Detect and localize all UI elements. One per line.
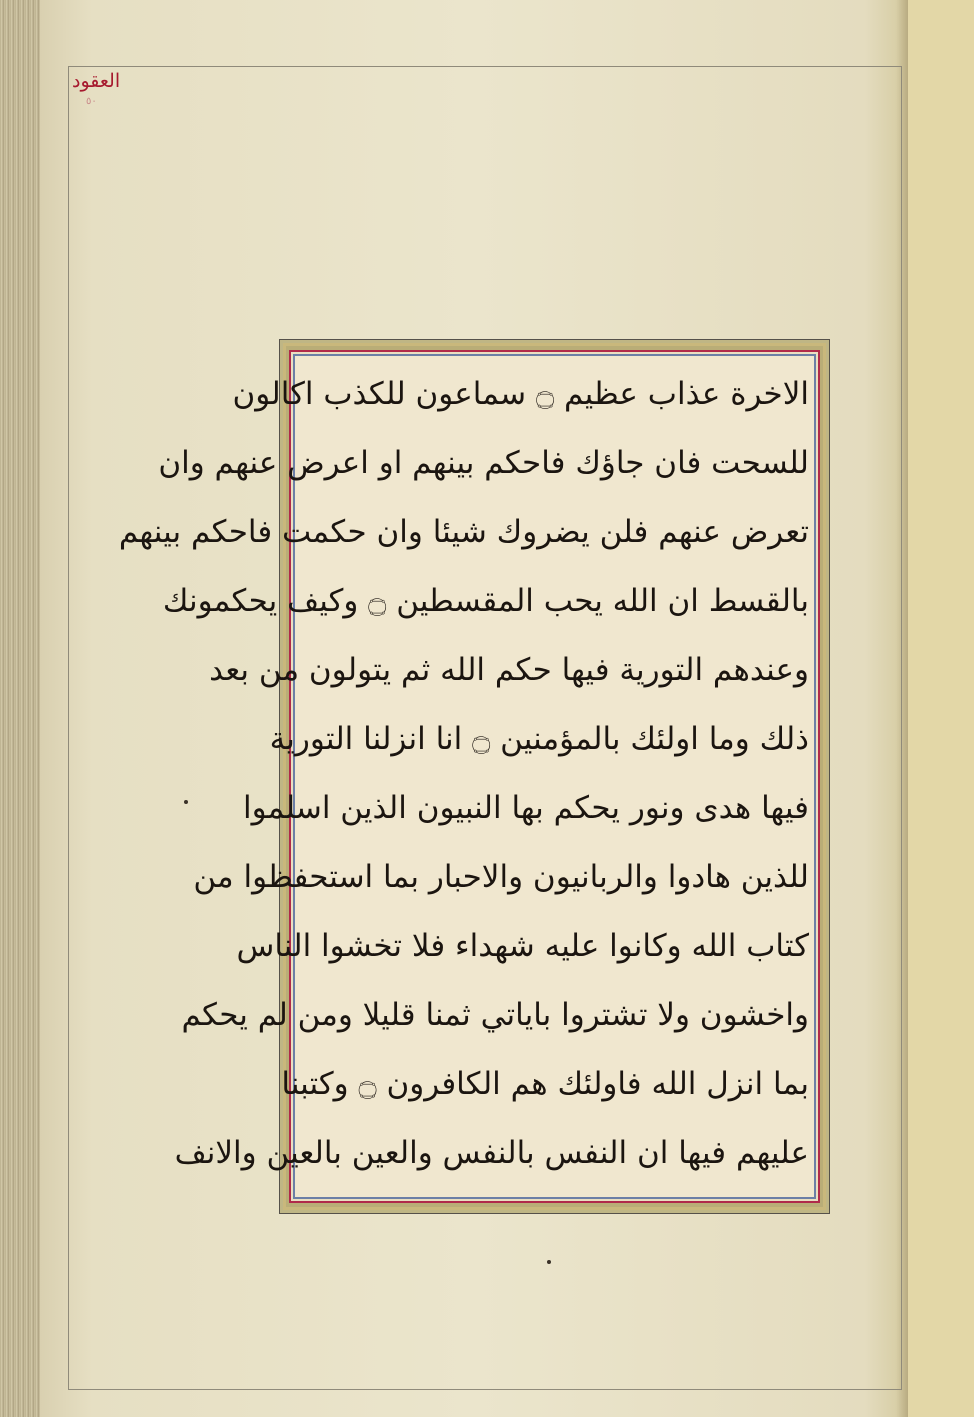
text-line: ذلك وما اولئك بالمؤمنين ۝ انا انزلنا التورية — [269, 721, 809, 757]
text-line: الاخرة عذاب عظيم ۝ سماعون للكذب اكالون — [232, 376, 809, 412]
background-strip — [908, 0, 974, 1417]
text-line: تعرض عنهم فلن يضروك شيئا وان حكمت فاحكم بينهم — [118, 514, 809, 550]
text-line: عليهم فيها ان النفس بالنفس والعين بالعين والانف — [174, 1135, 809, 1171]
book-gutter — [0, 0, 42, 1417]
text-line: وعندهم التورية فيها حكم الله ثم يتولون من بعد — [209, 652, 809, 688]
ink-speck — [547, 1260, 551, 1264]
surah-name-heading: العقود — [72, 70, 121, 92]
text-line: بالقسط ان الله يحب المقسطين ۝ وكيف يحكمونك — [162, 583, 809, 619]
text-block — [118, 362, 809, 1192]
ink-speck — [184, 800, 188, 804]
folio-mark: ٥٠ — [86, 96, 97, 107]
text-line: بما انزل الله فاولئك هم الكافرون ۝ وكتبنا — [281, 1066, 809, 1102]
text-line: فيها هدى ونور يحكم بها النبيون الذين اسلموا — [243, 790, 809, 826]
text-line: واخشون ولا تشتروا باياتي ثمنا قليلا ومن لم يحكم — [181, 997, 809, 1033]
text-line: للذين هادوا والربانيون والاحبار بما استحفظوا من — [193, 859, 809, 895]
text-line: للسحت فان جاؤك فاحكم بينهم او اعرض عنهم وان — [158, 445, 809, 481]
text-line: كتاب الله وكانوا عليه شهداء فلا تخشوا الناس — [236, 928, 809, 964]
